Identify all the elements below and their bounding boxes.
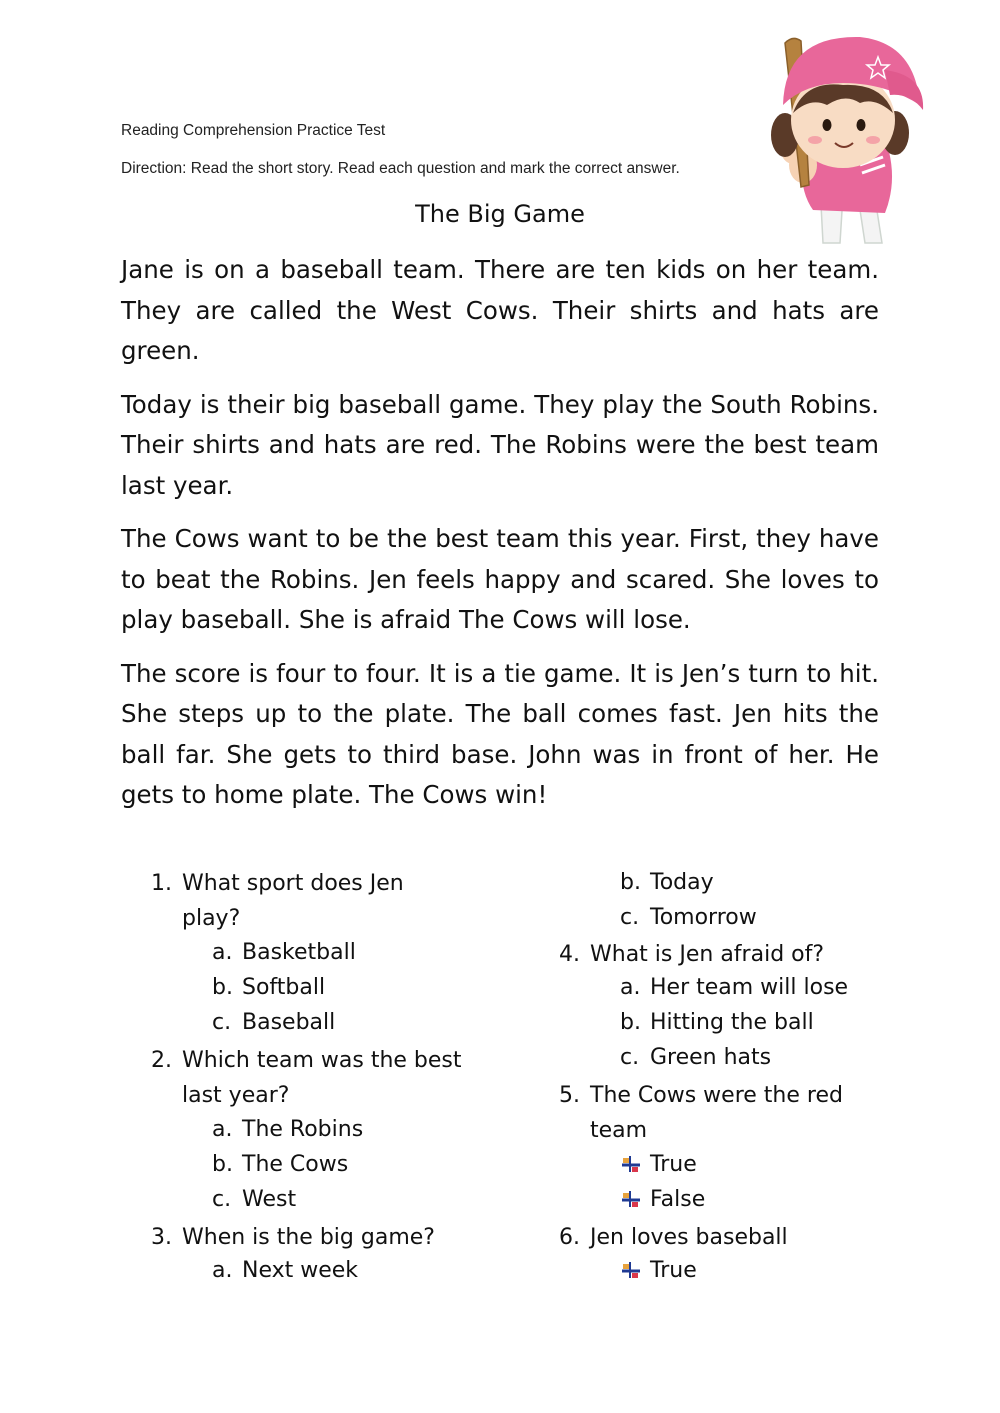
option-3a[interactable]: a. Next week [212, 1258, 359, 1283]
arrow-bullet-icon [620, 1259, 642, 1281]
story-paragraph: The score is four to four. It is a tie game. It is Jen’s turn to hit. She steps up to the plate. The ball comes fast. Jen hits the ball far. She gets to third base. John was in front of her. He gets to home plate. The Cows win! [121, 658, 879, 809]
arrow-bullet-icon [620, 1153, 642, 1175]
option-4c[interactable]: c. Green hats [620, 1045, 772, 1070]
worksheet-title: Reading Comprehension Practice Test [121, 122, 386, 139]
story-title: The Big Game [415, 200, 585, 228]
arrow-bullet-icon [620, 1188, 642, 1210]
option-3c[interactable]: c. Tomorrow [620, 905, 757, 930]
option-5-true[interactable]: True [620, 1152, 697, 1177]
option-4a[interactable]: a. Her team will lose [620, 975, 849, 1000]
option-1a[interactable]: a. Basketball [212, 940, 356, 965]
story-body [121, 250, 879, 829]
story-paragraph: Today is their big baseball game. They play the South Robins. Their shirts and hats are red. The Robins were the best team last year. [121, 389, 879, 500]
option-2b[interactable]: b. The Cows [212, 1152, 349, 1177]
option-2c[interactable]: c. West [212, 1187, 297, 1212]
option-3b[interactable]: b. Today [620, 870, 714, 895]
option-4b[interactable]: b. Hitting the ball [620, 1010, 814, 1035]
option-1b[interactable]: b. Softball [212, 975, 326, 1000]
option-2a[interactable]: a. The Robins [212, 1117, 364, 1142]
option-1c[interactable]: c. Baseball [212, 1010, 336, 1035]
story-paragraph: Jane is on a baseball team. There are ten kids on her team. They are called the West Cows. Their shirts and hats are green. [121, 255, 879, 365]
story-paragraph: The Cows want to be the best team this year. First, they have to beat the Robins. Jen feels happy and scared. She loves to play baseball. She is afraid The Cows will lose. [121, 524, 879, 634]
option-6-true[interactable]: True [620, 1258, 697, 1283]
directions: Direction: Read the short story. Read each question and mark the correct answer. [121, 160, 680, 177]
option-5-false[interactable]: False [620, 1187, 705, 1212]
